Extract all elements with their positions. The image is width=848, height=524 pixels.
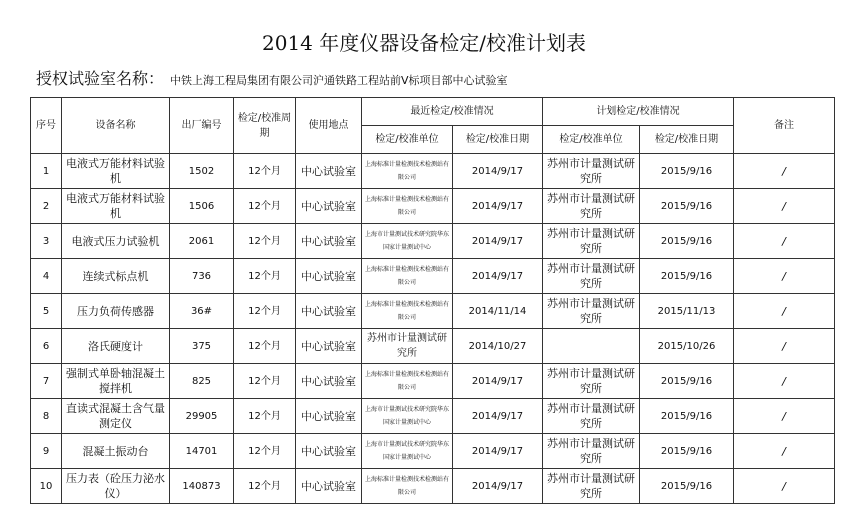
cell-location: 中心试验室 bbox=[296, 294, 362, 329]
cell-period: 12个月 bbox=[234, 329, 296, 364]
calibration-plan-table bbox=[30, 97, 835, 504]
cell-period: 12个月 bbox=[234, 189, 296, 224]
cell-recent-date: 2014/9/17 bbox=[453, 189, 543, 224]
cell-location: 中心试验室 bbox=[296, 224, 362, 259]
cell-seq: 1 bbox=[31, 154, 62, 189]
cell-plan-unit: 苏州市计量测试研究所 bbox=[543, 259, 640, 294]
cell-recent-unit: 苏州市计量测试研究所 bbox=[362, 329, 453, 364]
cell-location: 中心试验室 bbox=[296, 364, 362, 399]
page-title: 2014 年度仪器设备检定/校准计划表 bbox=[262, 31, 586, 55]
header-serial: 出厂编号 bbox=[170, 98, 234, 154]
cell-plan-unit: 苏州市计量测试研究所 bbox=[543, 294, 640, 329]
cell-plan-unit: 苏州市计量测试研究所 bbox=[543, 434, 640, 469]
cell-plan-date: 2015/11/13 bbox=[640, 294, 734, 329]
cell-plan-date: 2015/9/16 bbox=[640, 399, 734, 434]
cell-plan-unit: 苏州市计量测试研究所 bbox=[543, 154, 640, 189]
cell-recent-unit: 上海标准计量检测技术检测站有限公司 bbox=[362, 154, 453, 189]
lab-name: 中铁上海工程局集团有限公司沪通铁路工程站前Ⅴ标项目部中心试验室 bbox=[170, 74, 508, 87]
cell-recent-date: 2014/9/17 bbox=[453, 154, 543, 189]
cell-serial: 1506 bbox=[170, 189, 234, 224]
cell-location: 中心试验室 bbox=[296, 154, 362, 189]
cell-recent-date: 2014/9/17 bbox=[453, 364, 543, 399]
cell-period: 12个月 bbox=[234, 469, 296, 504]
cell-seq: 3 bbox=[31, 224, 62, 259]
cell-plan-unit: 苏州市计量测试研究所 bbox=[543, 189, 640, 224]
header-location: 使用地点 bbox=[296, 98, 362, 154]
cell-name: 混凝土振动台 bbox=[62, 434, 170, 469]
cell-remark: / bbox=[734, 364, 835, 399]
cell-recent-date: 2014/9/17 bbox=[453, 469, 543, 504]
cell-name: 电液式压力试验机 bbox=[62, 224, 170, 259]
table-body bbox=[31, 154, 835, 504]
table-row bbox=[31, 224, 835, 259]
cell-remark: / bbox=[734, 329, 835, 364]
cell-plan-unit: 苏州市计量测试研究所 bbox=[543, 469, 640, 504]
cell-name: 连续式标点机 bbox=[62, 259, 170, 294]
header-plan-date: 检定/校准日期 bbox=[640, 126, 734, 154]
cell-period: 12个月 bbox=[234, 224, 296, 259]
cell-recent-date: 2014/11/14 bbox=[453, 294, 543, 329]
cell-plan-date: 2015/10/26 bbox=[640, 329, 734, 364]
cell-name: 电液式万能材料试验机 bbox=[62, 189, 170, 224]
cell-remark: / bbox=[734, 154, 835, 189]
cell-recent-date: 2014/9/17 bbox=[453, 259, 543, 294]
cell-serial: 14701 bbox=[170, 434, 234, 469]
cell-plan-unit: 苏州市计量测试研究所 bbox=[543, 399, 640, 434]
cell-seq: 2 bbox=[31, 189, 62, 224]
cell-name: 强制式单卧轴混凝土搅拌机 bbox=[62, 364, 170, 399]
cell-seq: 9 bbox=[31, 434, 62, 469]
cell-plan-date: 2015/9/16 bbox=[640, 364, 734, 399]
lab-info bbox=[36, 68, 508, 90]
lab-label: 授权试验室名称： bbox=[36, 69, 165, 88]
cell-plan-date: 2015/9/16 bbox=[640, 224, 734, 259]
cell-recent-unit: 上海市计量测试技术研究院华东国家计量测试中心 bbox=[362, 224, 453, 259]
cell-name: 电液式万能材料试验机 bbox=[62, 154, 170, 189]
table-row bbox=[31, 434, 835, 469]
table-row bbox=[31, 189, 835, 224]
cell-plan-date: 2015/9/16 bbox=[640, 434, 734, 469]
cell-plan-date: 2015/9/16 bbox=[640, 469, 734, 504]
cell-seq: 7 bbox=[31, 364, 62, 399]
cell-remark: / bbox=[734, 469, 835, 504]
cell-location: 中心试验室 bbox=[296, 259, 362, 294]
cell-remark: / bbox=[734, 294, 835, 329]
cell-recent-unit: 上海标准计量检测技术检测站有限公司 bbox=[362, 469, 453, 504]
cell-serial: 140873 bbox=[170, 469, 234, 504]
cell-period: 12个月 bbox=[234, 294, 296, 329]
cell-plan-unit bbox=[543, 329, 640, 364]
cell-plan-unit: 苏州市计量测试研究所 bbox=[543, 364, 640, 399]
cell-recent-unit: 上海标准计量检测技术检测站有限公司 bbox=[362, 364, 453, 399]
cell-remark: / bbox=[734, 434, 835, 469]
cell-recent-date: 2014/9/17 bbox=[453, 399, 543, 434]
cell-remark: / bbox=[734, 189, 835, 224]
header-name: 设备名称 bbox=[62, 98, 170, 154]
cell-name: 直读式混凝土含气量测定仪 bbox=[62, 399, 170, 434]
table-row bbox=[31, 294, 835, 329]
cell-recent-unit: 上海标准计量检测技术检测站有限公司 bbox=[362, 259, 453, 294]
cell-recent-date: 2014/9/17 bbox=[453, 224, 543, 259]
cell-serial: 29905 bbox=[170, 399, 234, 434]
cell-period: 12个月 bbox=[234, 434, 296, 469]
cell-serial: 736 bbox=[170, 259, 234, 294]
cell-serial: 2061 bbox=[170, 224, 234, 259]
table-row bbox=[31, 329, 835, 364]
header-plan-unit: 检定/校准单位 bbox=[543, 126, 640, 154]
cell-recent-unit: 上海市计量测试技术研究院华东国家计量测试中心 bbox=[362, 399, 453, 434]
header-recent-unit: 检定/校准单位 bbox=[362, 126, 453, 154]
header-plan-group: 计划检定/校准情况 bbox=[543, 98, 734, 126]
cell-serial: 825 bbox=[170, 364, 234, 399]
header-seq: 序号 bbox=[31, 98, 62, 154]
table-row bbox=[31, 154, 835, 189]
header-recent-date: 检定/校准日期 bbox=[453, 126, 543, 154]
cell-period: 12个月 bbox=[234, 154, 296, 189]
table-row bbox=[31, 399, 835, 434]
cell-serial: 375 bbox=[170, 329, 234, 364]
cell-seq: 10 bbox=[31, 469, 62, 504]
cell-remark: / bbox=[734, 399, 835, 434]
table-row bbox=[31, 364, 835, 399]
cell-location: 中心试验室 bbox=[296, 189, 362, 224]
cell-plan-unit: 苏州市计量测试研究所 bbox=[543, 224, 640, 259]
cell-location: 中心试验室 bbox=[296, 399, 362, 434]
cell-plan-date: 2015/9/16 bbox=[640, 259, 734, 294]
cell-name: 洛氏硬度计 bbox=[62, 329, 170, 364]
cell-recent-unit: 上海标准计量检测技术检测站有限公司 bbox=[362, 189, 453, 224]
cell-plan-date: 2015/9/16 bbox=[640, 189, 734, 224]
cell-seq: 4 bbox=[31, 259, 62, 294]
cell-recent-date: 2014/9/17 bbox=[453, 434, 543, 469]
cell-serial: 1502 bbox=[170, 154, 234, 189]
header-recent-group: 最近检定/校准情况 bbox=[362, 98, 543, 126]
cell-remark: / bbox=[734, 224, 835, 259]
cell-seq: 8 bbox=[31, 399, 62, 434]
header-remark: 备注 bbox=[734, 98, 835, 154]
cell-recent-unit: 上海市计量测试技术研究院华东国家计量测试中心 bbox=[362, 434, 453, 469]
cell-name: 压力表（砼压力泌水仪） bbox=[62, 469, 170, 504]
cell-recent-date: 2014/10/27 bbox=[453, 329, 543, 364]
cell-period: 12个月 bbox=[234, 399, 296, 434]
table-row bbox=[31, 469, 835, 504]
cell-location: 中心试验室 bbox=[296, 329, 362, 364]
cell-name: 压力负荷传感器 bbox=[62, 294, 170, 329]
cell-plan-date: 2015/9/16 bbox=[640, 154, 734, 189]
cell-location: 中心试验室 bbox=[296, 469, 362, 504]
cell-remark: / bbox=[734, 259, 835, 294]
cell-location: 中心试验室 bbox=[296, 434, 362, 469]
table-row bbox=[31, 259, 835, 294]
header-period: 检定/校准周期 bbox=[234, 98, 296, 154]
cell-seq: 6 bbox=[31, 329, 62, 364]
cell-serial: 36# bbox=[170, 294, 234, 329]
cell-period: 12个月 bbox=[234, 259, 296, 294]
cell-seq: 5 bbox=[31, 294, 62, 329]
cell-recent-unit: 上海标准计量检测技术检测站有限公司 bbox=[362, 294, 453, 329]
cell-period: 12个月 bbox=[234, 364, 296, 399]
